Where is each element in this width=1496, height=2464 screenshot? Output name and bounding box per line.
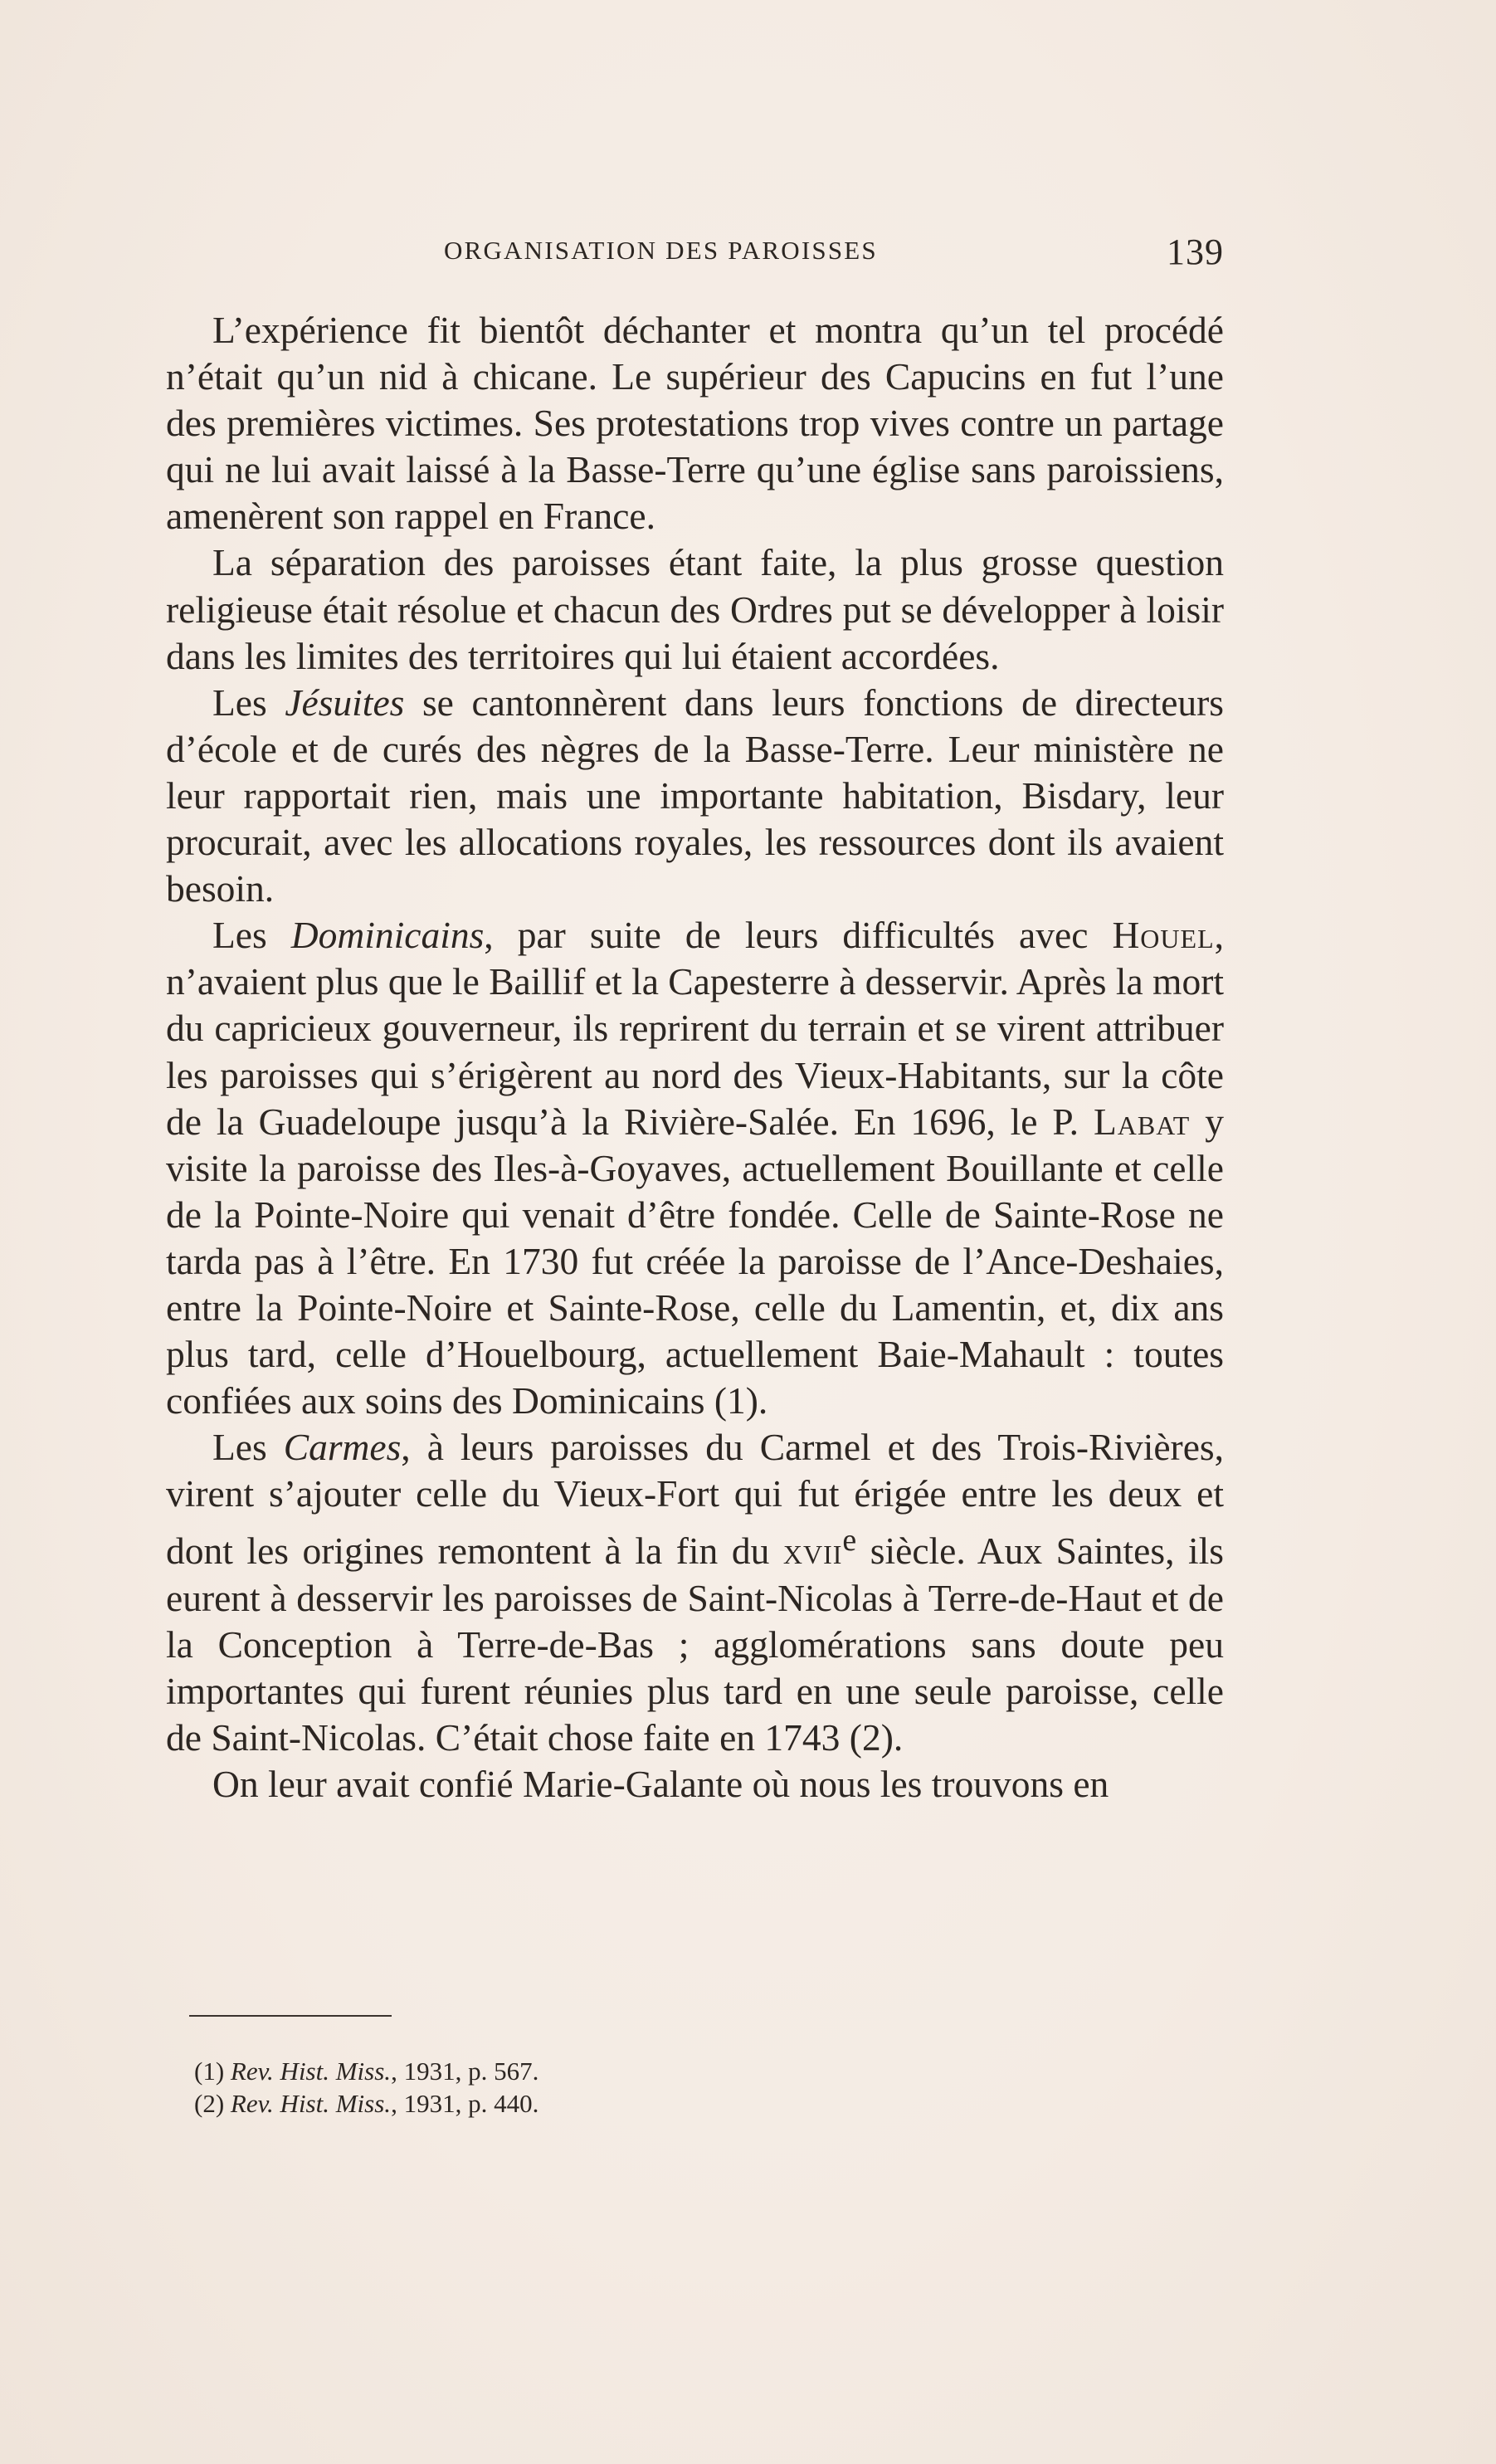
century-superscript: e	[842, 1523, 857, 1559]
text-span: y visite la paroisse des Iles-à-Goyaves, actuellement Bouillante et celle de la Pointe-Noire qui venait d’être fondée. Celle de Sainte-Rose ne tarda pas à l’être. En 1730 fut créée la paroisse de l’Ance-Deshaies, entre la Pointe-Noire et Sainte-Rose, celle du Lamentin, et, dix ans plus tard, celle d’Houelbourg, actuellement Baie-Mahault : toutes confiées aux soins des Dominicains (1).	[166, 1100, 1224, 1422]
footnote-marker: (2)	[194, 2089, 225, 2118]
footnote-source: Rev. Hist. Miss.	[230, 2057, 392, 2086]
body-text	[166, 307, 1224, 1808]
text-span: siècle. Aux Saintes, ils eurent à desservir les paroisses de Saint-Nicolas à Terre-de-Haut et de la Conception à Terre-de-Bas ; agglomérations sans doute peu importantes qui furent réunies plus tard en une seule paroisse, celle de Saint-Nicolas. C’était chose faite en 1743 (2).	[166, 1530, 1224, 1759]
running-title: ORGANISATION DES PAROISSES	[444, 236, 878, 265]
footnote-source: Rev. Hist. Miss.	[230, 2089, 392, 2118]
paragraph-2: La séparation des paroisses étant faite, la plus grosse question religieuse était résolue et chacun des Ordres put se développer à loisir dans les limites des territoires qui lui étaient accordées.	[166, 541, 1224, 677]
order-name-dominicains: Dominicains	[290, 914, 485, 957]
paragraph-3	[166, 680, 1224, 912]
text-span: , à leurs paroisses du Carmel et des Trois-Rivières, virent s’ajouter celle du Vieux-Fort qui fut érigée entre les deux et dont les origines remontent à la fin du	[166, 1426, 1224, 1573]
text-span: se cantonnèrent dans leurs fonctions de directeurs d’école et de curés des nègres de la Basse-Terre. Leur ministère ne leur rapportait rien, mais une importante habitation, Bisdary, leur procurait, avec les allocations royales, les ressources dont ils avaient besoin.	[166, 681, 1224, 910]
paragraph-6: On leur avait confié Marie-Galante où nous les trouvons en	[212, 1763, 1109, 1806]
name-labat: Labat	[1093, 1100, 1191, 1143]
footnote-1	[194, 2055, 858, 2087]
order-name-jesuites: Jésuites	[285, 681, 405, 724]
footnotes	[194, 2055, 858, 2120]
footnote-detail: , 1931, p. 440.	[391, 2089, 539, 2118]
text-span: Les	[212, 681, 285, 724]
text-span: , n’avaient plus que le Baillif et la Capesterre à desservir. Après la mort du capricieux gouverneur, ils reprirent du terrain et se virent attribuer les paroisses qui s’érigèrent au nord des Vieux-Habitants, sur la côte de la Guadeloupe jusqu’à la Rivière-Salée. En 1696, le P.	[166, 914, 1224, 1143]
footnote-marker: (1)	[194, 2057, 225, 2086]
paragraph-1: L’expérience fit bientôt déchanter et montra qu’un tel procédé n’était qu’un nid à chicane. Le supérieur des Capucins en fut l’une des premières victimes. Ses protestations trop vives contre un partage qui ne lui avait laissé à la Basse-Terre qu’une église sans paroissiens, amenèrent son rappel en France.	[166, 309, 1224, 538]
century-numeral: xvii	[782, 1530, 843, 1573]
text-span: Les	[212, 1426, 284, 1469]
paragraph-4	[166, 912, 1224, 1424]
running-header	[444, 231, 1279, 272]
footnote-2	[194, 2087, 858, 2120]
text-span: , par suite de leurs difficultés avec	[484, 914, 1113, 957]
page-number: 139	[1167, 232, 1224, 272]
name-houel: Houel	[1112, 914, 1215, 957]
text-span: Les	[212, 914, 291, 957]
footnote-divider	[189, 2015, 392, 2017]
footnote-detail: , 1931, p. 567.	[391, 2057, 539, 2086]
order-name-carmes: Carmes	[283, 1426, 402, 1469]
paragraph-5	[166, 1424, 1224, 1761]
